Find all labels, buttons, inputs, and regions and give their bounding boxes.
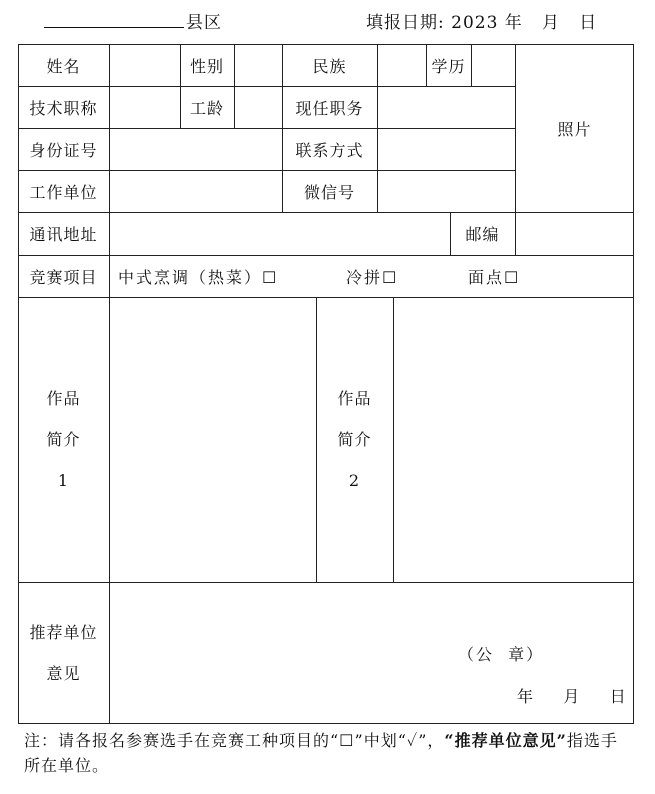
work-intro-2-label: 作品 简介 2 [337, 389, 372, 490]
footnote-suffix: 指选手所在单位。 [24, 731, 618, 775]
work-intro-2-field[interactable] [393, 297, 634, 582]
employer-label: 工作单位 [29, 182, 98, 202]
footnote-prefix: 注：请各报名参赛选手在竞赛工种项目的“☐”中划“✓”， [24, 731, 445, 750]
seniority-label: 工龄 [189, 98, 224, 118]
footnote-bold: “推荐单位意见” [444, 731, 567, 750]
gender-label: 性别 [189, 56, 224, 76]
ethnicity-label: 民族 [312, 56, 347, 76]
contact-field[interactable] [377, 128, 515, 170]
title-label: 技术职称 [29, 98, 98, 118]
education-label: 学历 [431, 56, 466, 76]
footnote [24, 728, 634, 778]
seniority-field[interactable] [234, 86, 282, 128]
county-blank-line[interactable] [44, 27, 184, 28]
address-label: 通讯地址 [29, 225, 98, 244]
fill-date-label: 填报日期: 2023 年 月 日 [366, 13, 598, 33]
contact-label: 联系方式 [295, 140, 364, 160]
ethnicity-field[interactable] [377, 44, 426, 86]
event-option-chinese-cooking[interactable]: 中式烹调（热菜）☐ [118, 267, 279, 287]
id-field[interactable] [109, 128, 282, 170]
education-field[interactable] [471, 44, 515, 86]
postcode-field[interactable] [515, 212, 634, 255]
position-field[interactable] [377, 86, 515, 128]
county-label: 县区 [186, 13, 222, 33]
seal-date: 年 月 日 [517, 687, 628, 706]
seal-label: （公 章） [458, 645, 545, 664]
name-field[interactable] [109, 44, 180, 86]
work-intro-1-label: 作品 简介 1 [46, 389, 81, 490]
event-option-pastry[interactable]: 面点☐ [468, 267, 521, 287]
position-label: 现任职务 [295, 98, 364, 118]
postcode-label: 邮编 [465, 225, 500, 244]
work-intro-1-field[interactable] [109, 297, 316, 582]
title-field[interactable] [109, 86, 180, 128]
employer-field[interactable] [109, 170, 282, 212]
recommend-label: 推荐单位 意见 [29, 623, 98, 683]
address-field[interactable] [109, 212, 450, 255]
event-label: 竞赛项目 [29, 267, 98, 287]
wechat-label: 微信号 [303, 182, 355, 202]
id-label: 身份证号 [29, 140, 98, 160]
photo-box[interactable]: 照片 [557, 119, 592, 139]
gender-field[interactable] [234, 44, 282, 86]
name-label: 姓名 [46, 56, 81, 76]
event-option-cold-platter[interactable]: 冷拼☐ [346, 267, 399, 287]
wechat-field[interactable] [377, 170, 515, 212]
